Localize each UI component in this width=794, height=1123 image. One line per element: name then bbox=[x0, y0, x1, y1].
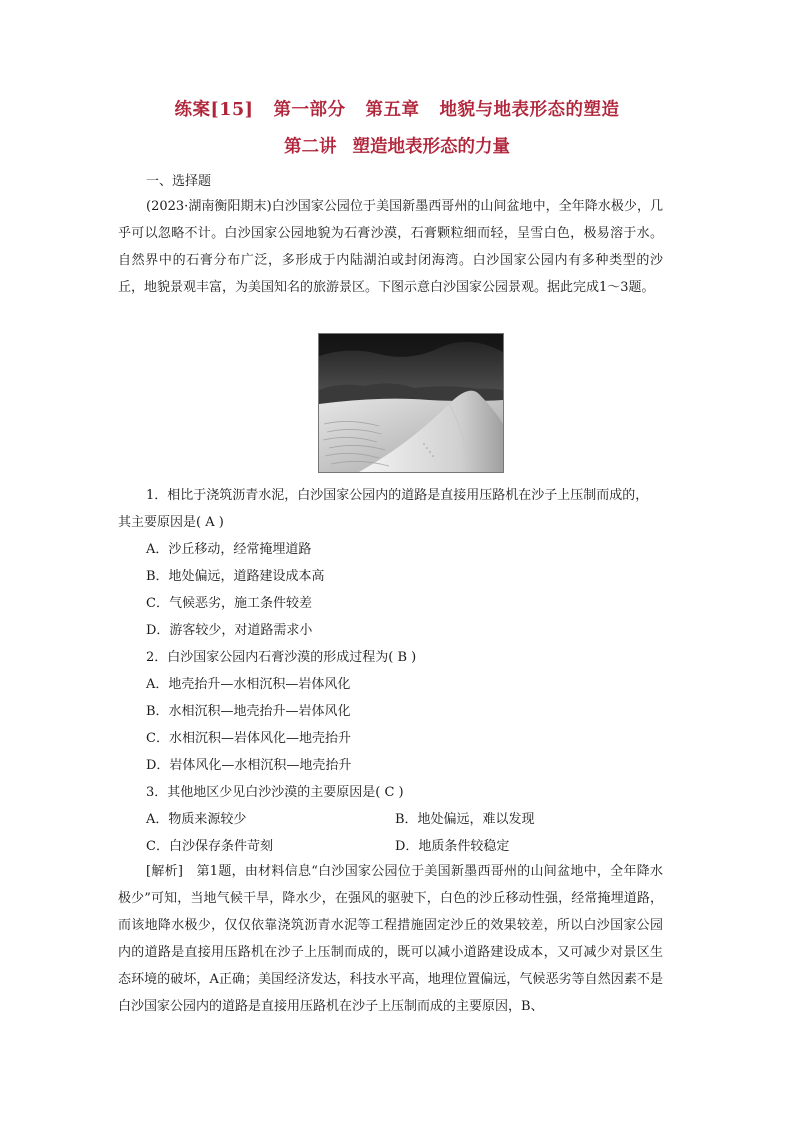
question-3-option-c: C．白沙保存条件苛刻 bbox=[146, 839, 273, 854]
question-3-stem: 3．其他地区少见白沙沙漠的主要原因是( C ) bbox=[146, 785, 404, 800]
title-part-section: 第一部分 bbox=[273, 100, 346, 120]
white-sands-photo bbox=[318, 333, 504, 473]
title-part-chapter: 第五章 bbox=[365, 100, 420, 120]
question-2-option-c: C．水相沉积—岩体风化—地壳抬升 bbox=[146, 731, 351, 746]
question-1-stem-line2: 其主要原因是( A ) bbox=[118, 515, 224, 530]
page-subtitle bbox=[0, 133, 794, 158]
question-2-option-d: D．岩体风化—水相沉积—地壳抬升 bbox=[146, 758, 352, 773]
question-2-stem: 2．白沙国家公园内石膏沙漠的形成过程为( B ) bbox=[146, 650, 417, 665]
question-3-option-b: B．地处偏远，难以发现 bbox=[395, 812, 535, 827]
question-1-stem-line1: 1．相比于浇筑沥青水泥，白沙国家公园内的道路是直接用压路机在沙子上压制而成的， bbox=[146, 488, 649, 503]
question-2-option-a: A．地壳抬升—水相沉积—岩体风化 bbox=[146, 677, 351, 692]
subtitle-part-topic: 塑造地表形态的力量 bbox=[352, 137, 510, 157]
question-1-option-b: B．地处偏远，道路建设成本高 bbox=[146, 569, 325, 584]
question-1-option-a: A．沙丘移动，经常掩埋道路 bbox=[146, 542, 312, 557]
section-heading: 一、选择题 bbox=[146, 174, 212, 189]
question-2-option-b: B．水相沉积—地壳抬升—岩体风化 bbox=[146, 704, 351, 719]
title-part-lesson: 练案[15] bbox=[174, 100, 254, 120]
subtitle-part-lecture: 第二讲 bbox=[284, 137, 337, 157]
intro-paragraph: (2023·湖南衡阳期末)白沙国家公园位于美国新墨西哥州的山间盆地中，全年降水极少，几乎可以忽略不计。白沙国家公园地貌为石膏沙漠，石膏颗粒细而轻，呈雪白色，极易溶于水。自然界中的石膏分布广泛，多形成于内陆湖泊或封闭海湾。白沙国家公园内有多种类型的沙丘，地貌景观丰富，为美国知名的旅游景区。下图示意白沙国家公园景观。据此完成1～3题。 bbox=[118, 199, 663, 295]
question-3-option-d: D．地质条件较稳定 bbox=[395, 839, 510, 854]
question-3-option-a: A．物质来源较少 bbox=[146, 812, 247, 827]
analysis-paragraph: [解析] 第1题，由材料信息“白沙国家公园位于美国新墨西哥州的山间盆地中，全年降水极少”可知，当地气候干旱，降水少，在强风的驱驶下，白色的沙丘移动性强，经常掩埋道路，而该地降水极少，仅仅依靠浇筑沥青水泥等工程措施固定沙丘的效果较差，所以白沙国家公园内的道路是直接用压路机在沙子上压制而成的，既可以减小道路建设成本，又可减少对景区生态环境的破坏，A正确；美国经济发达，科技水平高，地理位置偏远，气候恶劣等自然因素不是白沙国家公园内的道路是直接用压路机在沙子上压制而成的主要原因，B、 bbox=[118, 864, 663, 1014]
page-title bbox=[0, 96, 794, 121]
question-1-option-d: D．游客较少，对道路需求小 bbox=[146, 623, 313, 638]
question-1-option-c: C．气候恶劣，施工条件较差 bbox=[146, 596, 312, 611]
title-part-topic: 地貌与地表形态的塑造 bbox=[439, 100, 620, 120]
